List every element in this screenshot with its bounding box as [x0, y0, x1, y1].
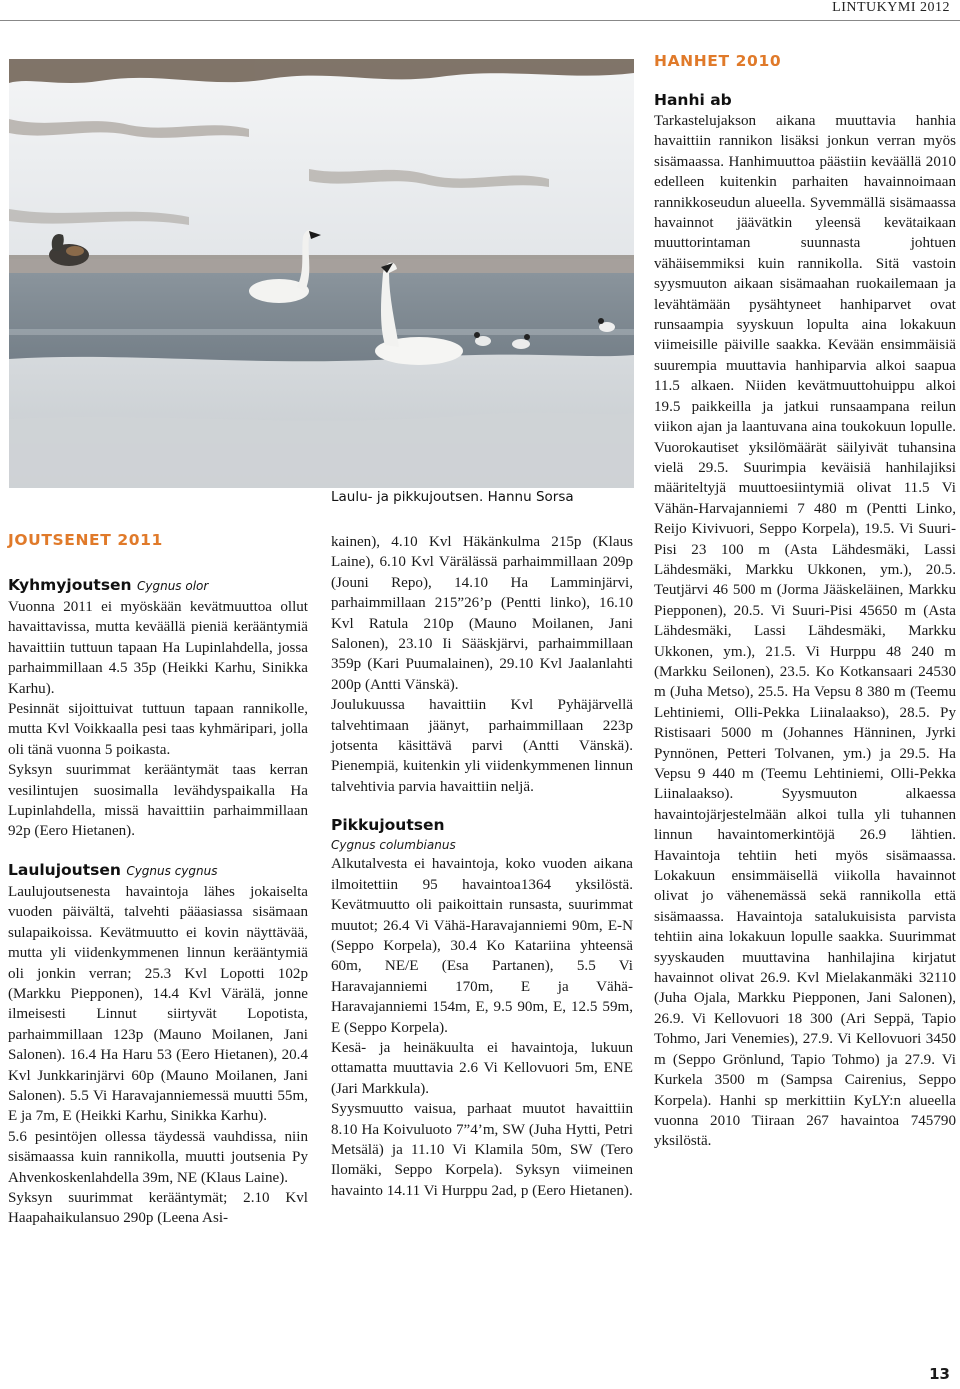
paragraph: Alkutalvesta ei havaintoja, koko vuoden aikana ilmoitettiin 95 havaintoa1364 yksilöstä. Kevätmuutto oli paikoittain runsasta, suurimmat muutot; 26.4 Vi Vähä-Haravajanniemi 90m, E-N (Seppo Korpela), 30.4 Ko Katariina yhteensä 60m, NE/E (Esa Partanen), 5.5 Vi Haravajanniemi 170m, E ja Vähä-Haravajanniemi 154m, E, 9.5 90m, E, 12.5 59m, E (Seppo Korpela).: [331, 856, 633, 1036]
running-header: LINTUKYMI 2012: [832, 0, 950, 15]
paragraph: Tarkastelujakson aikana muuttavia hanhia havaittiin rannikon lisäksi jonkun verran myös sisämaassa. Hanhimuuttoa päästiin keväällä 2010 edelleen kuitenkin parhaiten havainnoimaan rannikkoseudun alueella. Syvemmällä sisämaassa havainnot jäävätkin yleensä kevätaikaan muuttorintaman suunnasta johtuen vähäisemmiksi kuin rannikolla. Sitä vastoin syysmuuton aikaan sisämaahan ruokailemaan ja levähtämään pysähtyneet hanhiparvet ovat runsaampia syyskuun lopulta aina lokakuun viimeisille päiville saakka. Kevään ensimmäisiä suurempia muuttavia hanhiparvia alkoi saapua 11.5 alkaen. Niiden kevätmuuttohuippu alkoi 19.5 paikkeilla ja jatkui runsaampana reilun viikon ajan ja laantuvana aina toukokuun lopulle. Vuorokautiset yksilömäärät säilyivät tuhansina vielä 29.5. Suurimpia keväisiä hanhilajiksi määriteltyjä muuttoesiintymiä olivat 11.5 Vi Vähän-Harvajanniemi 7 480 m (Pentti Linko, Reijo Kivivuori, Seppo Korpela), 19.5. Vi Suuri-Pisi 23 100 m (Asta Lähdesmäki, Lassi Lähdesmäki, Markku Ukkonen, ym.), 20.5. Teutjärvi 46 500 m (Jorma Jääskeläinen, Markku Piepponen), 20.5. Vi Suuri-Pisi 45650 m (Asta Lähdesmäki, Lassi Lähdesmäki, Markku Ukkonen, ym.), 21.5. Vi Hurppu 48 240 m (Markku Seilonen), 23.5. Ko Kotkansaari 24530 m (Juha Metso), 25.5. Ha Vepsu 8 380 m (Teemu Lehtiniemi, Olli-Pekka Liinalaakso), 28.5. Py Ristisaari 5000 m (Johannes Hänninen, Jyrki Pynnönen, Petteri Tolvanen, ym.) ja 29.5. Ha Vepsu 9 440 m (Teemu Lehtiniemi, Olli-Pekka Liinalaakso). Syysmuuton alkaessa havaintojärjestelmään alkoi tulla yli tuhannen linnun havaintomerkintöjä 26.9 lähtien. Havaintoja tehtiin heti myös sisämaassa. Lokakuun ensimmäisellä viikolla havainnot olivat jo vähenemässä sekä rannikolla että sisämaassa. Havaintoja satalukuisista parvista tehtiin aina lokakuun lopulle saakka. Suurimmat syyskauden muuttavina hanhilajina kirjatut havainnot olivat 26.9. Kvl Mielakanmäki 32110 (Juha Ojala, Markku Piepponen, Jani Salonen), 26.9. Vi Kellovuori 18 300 (Ari Seppä, Tapio Tohmo, Jari Venemies), 27.9. Vi Kellovuori 3450 m (Seppo Grönlund, Tapio Tohmo) ja 27.9. Vi Kurkela 3500 m (Sampsa Cairenius, Seppo Korpela). Hanhi sp merkittiin KyLY:n alueella vuonna 2010 Tiiraan 267 havaintoa 745790 yksilöstä.: [654, 113, 956, 1150]
paragraph: Laulujoutsenesta havaintoja lähes jokaiselta vuoden päivältä, talvehti pääasiassa sisämaan sulapaikoissa. Kevätmuutto ei kovin näyttävää, mutta yli viidenkymmenen linnun kerääntymiä oli jonkin verran; 25.3 Kvl Lopotti 102p (Markku Piepponen), 14.4 Kvl Värälä, jonne ilmeisesti Linnut siirtyvät Lopotista, parhaimmillaan 123p (Mauno Moilanen, Jani Salonen). 16.4 Ha Haru 53 (Eero Hietanen), 20.4 Kvl Junkkarinjärvi 60p (Mauno Moilanen, Jani Salonen). 5.5 Vi Haravajanniemessä muutti 55m, E ja 7m, E (Heikki Karhu, Sinikka Karhu).: [8, 883, 308, 1125]
snow-bank: [9, 59, 634, 259]
paragraph: Joulukuussa havaittiin Kvl Pyhäjärvellä talvehtimaan jäänyt, parhaimmillaan 223p jotsenta käsittävä parvi (Antti Vänskä). Pienempiä, kuitenkin yli viidenkymmenen linnun talvehtivia parvia havaittiin neljä.: [331, 697, 633, 795]
header-rule: [0, 20, 960, 21]
column-left: [8, 531, 308, 1229]
species-heading-laulujoutsen: [8, 860, 308, 882]
species-latin: Cygnus columbianus: [331, 838, 456, 853]
section-title-hanhet: HANHET 2010: [654, 52, 782, 70]
paragraph: kainen), 4.10 Kvl Häkänkulma 215p (Klaus Laine), 6.10 Kvl Värälässä parhaimmillaan 209p (Jouni Repo), 14.10 Ha Lamminjärvi, parhaimmillaan 215”26’p (Pentti linko), 16.10 Kvl Ratula 210p (Mauno Moilanen, Jani Salonen), 23.10 Ii Sääskjärvi, parhaimmillaan 359p (Kari Puumalainen), 29.10 Kvl Jaalanlahti 200p (Antti Vänskä).: [331, 534, 633, 693]
swan-photo-svg: [9, 59, 634, 488]
paragraph: Pesinnät sijoittuivat tuttuun tapaan rannikolle, mutta Kvl Voikkaalla pesi taas kyhmäripari, jolla oli tänä vuonna 5 poikasta.: [8, 701, 308, 758]
section-title-joutsenet: JOUTSENET 2011: [8, 531, 163, 549]
page-number: 13: [929, 1365, 950, 1383]
paragraph: Kesä- ja heinäkuulta ei havaintoja, lukuun ottamatta muuttavia 2.6 Vi Kellovuori 5m, ENE (Jari Markkula).: [331, 1039, 633, 1097]
species-heading-kyhmyjoutsen: [8, 575, 308, 597]
column-right: [654, 52, 956, 1152]
species-name: Kyhmyjoutsen: [8, 576, 132, 594]
species-latin: Cygnus cygnus: [126, 863, 218, 878]
column-middle: [331, 532, 633, 1201]
species-latin: Cygnus olor: [137, 579, 209, 593]
species-heading-pikkujoutsen: Pikkujoutsen: [331, 816, 445, 835]
species-name: Laulujoutsen: [8, 860, 121, 879]
species-heading-hanhi: Hanhi ab: [654, 91, 732, 109]
paragraph: Syksyn suurimmat kerääntymät taas kerran vesilintujen suosimalla levähdyspaikalla Ha Lupinlahdella, missä havaittiin parhaimmillaan 92p (Eero Hietanen).: [8, 762, 308, 840]
photo-caption: Laulu- ja pikkujoutsen. Hannu Sorsa: [331, 489, 574, 505]
paragraph: Syysmuutto vaisua, parhaat muutot havaittiin 8.10 Ha Koivuluoto 7”4’m, SW (Juha Hytti, Petri Metsälä) ja 11.10 Vi Klamila 50m, SW (Tero Ilomäki, Seppo Korpela). Syksyn viimeinen havainto 14.11 Vi Hurppu 2ad, p (Eero Hietanen).: [331, 1101, 633, 1199]
paragraph: Vuonna 2011 ei myöskään kevätmuuttoa ollut havaittavissa, mutta keväällä pieniä kerääntymiä havaittiin tuttuun tapaan Ha Lupinlahdella, jossa parhaimmillaan 4.5 35p (Heikki Karhu, Sinikka Karhu).: [8, 599, 308, 697]
swan-photo: [9, 59, 634, 488]
paragraph: Syksyn suurimmat kerääntymät; 2.10 Kvl Haapahaikulansuo 290p (Leena Asi-: [8, 1189, 308, 1227]
paragraph: 5.6 pesintöjen ollessa täydessä vauhdissa, niin sisämaassa kuin rannikolla, muutti joutsenia Py Ahvenkoskenlahdella 39m, NE (Klaus Laine).: [8, 1128, 308, 1186]
